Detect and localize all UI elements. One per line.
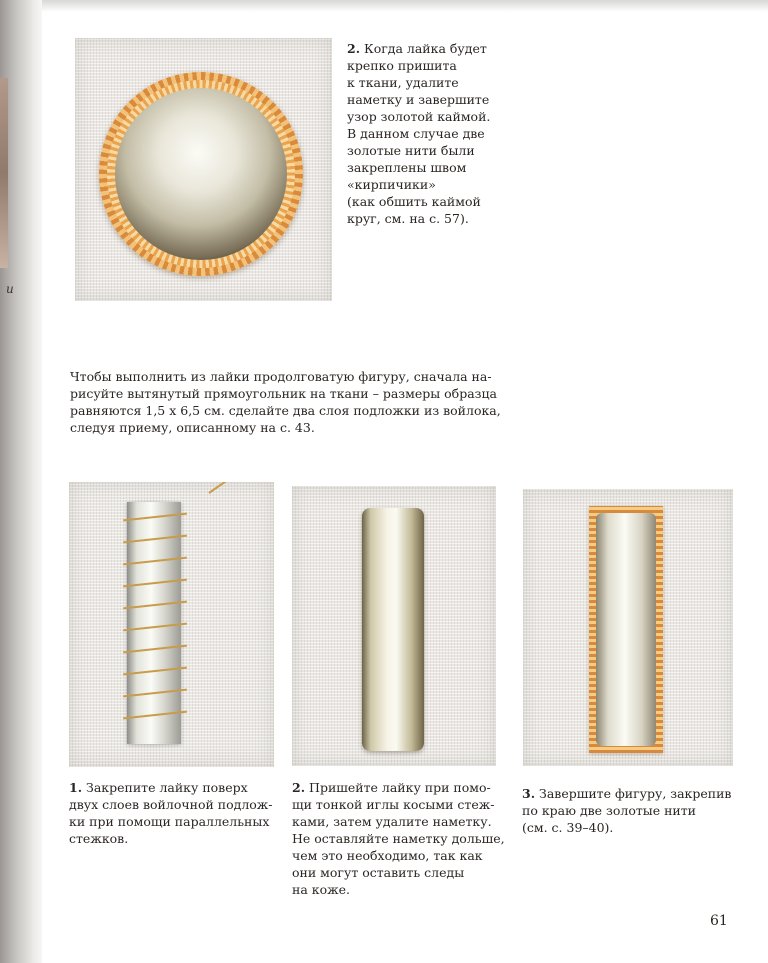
- leather-rectangle-sewn: [362, 508, 424, 751]
- caption-step-2-circle: 2. Когда лайка будет крепко пришита к ткани, удалите наметку и завершите узор золотой каймой. В данном случае две золотые нити были закреплены швом «кирпичики» (как обшить каймой круг, см. на с. 57).: [347, 41, 491, 226]
- intro-paragraph: Чтобы выполнить из лайки продолговатую фигуру, сначала на- рисуйте вытянутый прямоугольник на ткани – размеры образца равняются 1,5 х 6,5 см. сделайте два слоя подложки из войлока, следуя приему, описанному на с. 43.: [70, 369, 501, 435]
- photo-step-3: [523, 489, 733, 766]
- stitch-line: [123, 667, 187, 675]
- stitch-line: [123, 601, 187, 609]
- thread-tail: [208, 482, 242, 494]
- page-top-edge: [42, 0, 768, 12]
- adjacent-page-photo-edge: [0, 78, 8, 268]
- caption-step-3: 3. Завершите фигуру, закрепив по краю две золотые нити (см. с. 39–40).: [522, 786, 732, 835]
- gold-cord-ring-inner: [107, 80, 295, 268]
- stitch-line: [123, 557, 187, 565]
- adjacent-page-text: и: [6, 282, 14, 296]
- stitch-line: [123, 711, 187, 719]
- stitch-line: [123, 623, 187, 631]
- stitch-line: [123, 579, 187, 587]
- gold-leather-circle: [115, 88, 287, 260]
- stitch-line: [123, 645, 187, 653]
- photo-step-2: [292, 486, 496, 766]
- stitch-line: [123, 535, 187, 543]
- caption-step-2: 2. Пришейте лайку при помо- щи тонкой иглы косыми стеж- ками, затем удалите наметку. Не оставляйте наметку дольше, чем это необходимо, так как они могут оставить следы на коже.: [292, 780, 505, 897]
- page-number: 61: [710, 913, 728, 929]
- photo-step-1: [69, 482, 274, 767]
- stitch-line: [123, 513, 187, 521]
- leather-strip-stitched: [127, 502, 181, 744]
- book-spine: [0, 0, 42, 963]
- photo-gold-circle: [75, 38, 332, 301]
- leather-rectangle-finished: [596, 513, 656, 746]
- stitch-line: [123, 689, 187, 697]
- gold-cord-border: [589, 506, 663, 753]
- caption-step-1: 1. Закрепите лайку поверх двух слоев войлочной подлож- ки при помощи параллельных стежков.: [69, 780, 273, 846]
- gold-cord-ring: [99, 72, 303, 276]
